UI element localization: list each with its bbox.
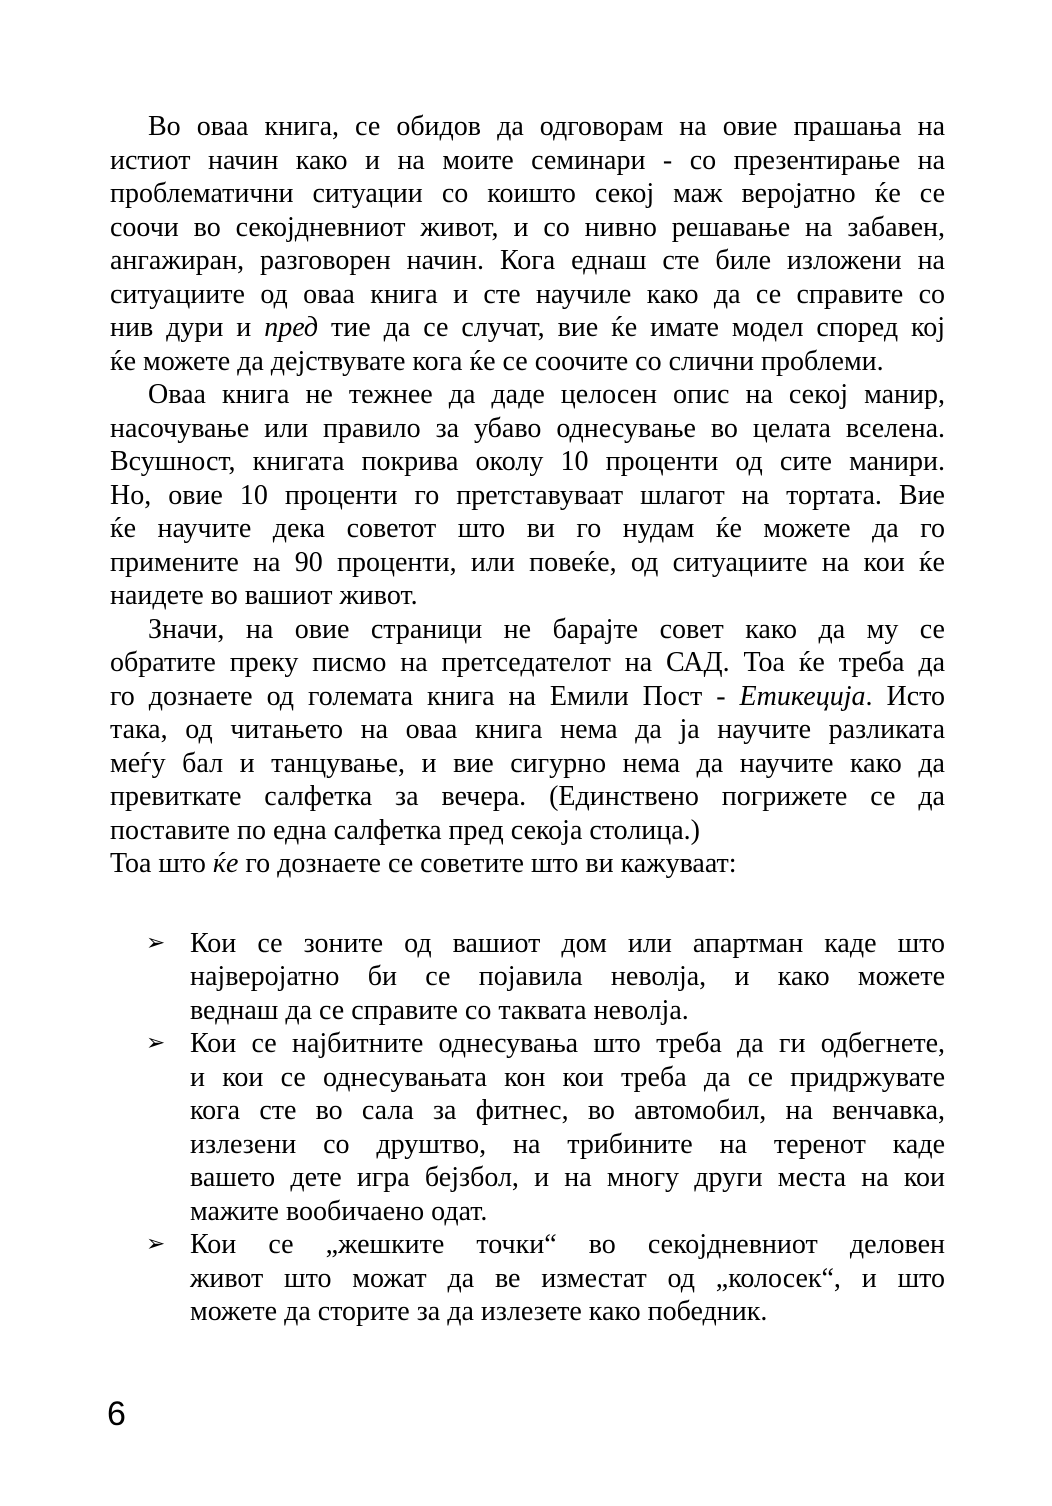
paragraph bbox=[110, 847, 945, 881]
text-line: Всушност, книгата покрива околу 10 проценти од сите манири. bbox=[110, 446, 945, 477]
paragraphs bbox=[110, 110, 945, 881]
arrow-bullet-icon: ➢ bbox=[146, 929, 166, 956]
text-line: обратите преку писмо на претседателот на САД. Тоа ќе треба да bbox=[110, 647, 945, 678]
text-line: веднаш да се справите со таквата неволја. bbox=[190, 994, 689, 1026]
paragraph bbox=[110, 110, 945, 378]
text-line: можете да сторите за да излезете како победник. bbox=[190, 1296, 768, 1327]
paragraph bbox=[110, 613, 945, 848]
list-item bbox=[110, 927, 945, 1028]
text-line: Во оваа книга, се обидов да одговорам на овие прашања на bbox=[148, 111, 945, 142]
text-line: живот што можат да ве изместат од „колосек“, и што bbox=[190, 1262, 945, 1294]
text-line: така, од читањето на оваа книга нема да ја научите разликата bbox=[110, 714, 945, 745]
text-line: го дознаете од големата книга на Емили Пост - Етикеција. Исто bbox=[110, 680, 945, 712]
arrow-bullet-icon: ➢ bbox=[146, 1030, 166, 1056]
text-line: вашето дете игра бејзбол, и на многу други места на кои bbox=[190, 1162, 945, 1193]
text-line: истиот начин како и на моите семинари - со презентирање на bbox=[110, 144, 945, 176]
text-line: ситуациите од оваа книга и сте научиле како да се справите со bbox=[110, 278, 945, 310]
text-line: Значи, на овие страници не барајте совет како да му се bbox=[148, 613, 945, 645]
text-line: Но, овие 10 проценти го претставуваат шлагот на тортата. Вие bbox=[110, 479, 945, 511]
page-text-block bbox=[110, 110, 945, 1329]
text-line: Оваа книга не тежнее да даде целосен опис на секој манир, bbox=[148, 379, 945, 410]
page-number: 6 bbox=[107, 1395, 126, 1433]
list-item bbox=[110, 1027, 945, 1228]
text-line: насочување или правило за убаво однесување во целата вселена. bbox=[110, 412, 945, 444]
text-line: ќе научите дека советот што ви го нудам ќе можете да го bbox=[110, 513, 945, 544]
text-line: превиткате салфетка за вечера. (Единствено погрижете се да bbox=[110, 781, 945, 812]
text-line: наидете во вашиот живот. bbox=[110, 580, 418, 611]
bullet-text bbox=[190, 927, 945, 1028]
text-line: Кои се најбитните однесувања што треба да ги одбегнете, bbox=[190, 1028, 945, 1059]
text-line: нив дури и пред тие да се случат, вие ќе имате модел според кој bbox=[110, 312, 946, 343]
text-line: најверојатно би се појавила неволја, и како можете bbox=[190, 961, 945, 992]
bullet-text bbox=[190, 1027, 945, 1228]
bullet-list bbox=[110, 927, 945, 1329]
text-line: поставите по една салфетка пред секоја столица.) bbox=[110, 814, 701, 846]
text-line: Тоа што ќе го дознаете се советите што ви кажуваат: bbox=[110, 848, 737, 879]
list-item bbox=[110, 1228, 945, 1329]
text-line: примените на 90 проценти, или повеќе, од ситуациите на кои ќе bbox=[110, 546, 945, 578]
text-line: излезени со друштво, на трибините на теренот каде bbox=[190, 1128, 945, 1160]
text-line: ќе можете да дејствувате кога ќе се соочите со слични проблеми. bbox=[110, 345, 884, 377]
text-line: Кои се „жешките точки“ во секојдневниот деловен bbox=[190, 1229, 945, 1260]
text-line: и кои се однесувањата кон кои треба да се придржувате bbox=[190, 1061, 945, 1093]
text-line: мажите вообичаено одат. bbox=[190, 1195, 488, 1227]
text-line: соочи во секојдневниот живот, и со нивно решавање на забавен, bbox=[110, 211, 945, 243]
arrow-bullet-icon: ➢ bbox=[146, 1231, 166, 1257]
text-line: ангажиран, разговорен начин. Кога еднаш сте биле изложени на bbox=[110, 245, 945, 276]
bullet-text bbox=[190, 1228, 945, 1329]
text-line: меѓу бал и танцување, и вие сигурно нема да научите како да bbox=[110, 747, 945, 779]
text-line: Кои се зоните од вашиот дом или апартман каде што bbox=[190, 927, 945, 959]
paragraph bbox=[110, 378, 945, 613]
text-line: кога сте во сала за фитнес, во автомобил, на венчавка, bbox=[190, 1095, 945, 1126]
text-line: проблематични ситуации со коишто секој маж веројатно ќе се bbox=[110, 178, 945, 209]
